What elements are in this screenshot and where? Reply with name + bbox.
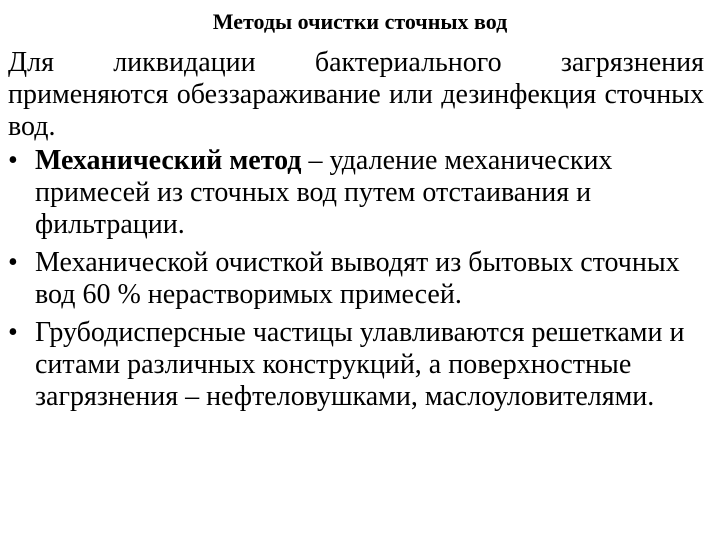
bullet-list <box>8 145 704 419</box>
bullet-bold-term: Механический метод <box>35 145 302 176</box>
bullet-item-household-waste <box>8 247 704 311</box>
bullet-item-coarse-particles <box>8 317 704 413</box>
bullet-icon: • <box>8 317 18 348</box>
bullet-text: Грубодисперсные частицы улавливаются решетками и ситами различных конструкций, а поверхностные загрязнения – нефтеловушками, маслоуловителями. <box>35 317 685 412</box>
bullet-icon: • <box>8 247 18 278</box>
bullet-text: Механической очисткой выводят из бытовых сточных вод 60 % нерастворимых примесей. <box>35 247 680 310</box>
bullet-text: – удаление механических примесей из сточных вод путем отстаивания и фильтрации. <box>35 145 613 240</box>
intro-paragraph: Для ликвидации бактериального загрязнения применяются обеззараживание или дезинфекция сточных вод. <box>8 47 704 142</box>
bullet-item-mechanical-method <box>8 145 704 241</box>
slide-title: Методы очистки сточных вод <box>212 9 508 34</box>
bullet-icon: • <box>8 145 18 176</box>
